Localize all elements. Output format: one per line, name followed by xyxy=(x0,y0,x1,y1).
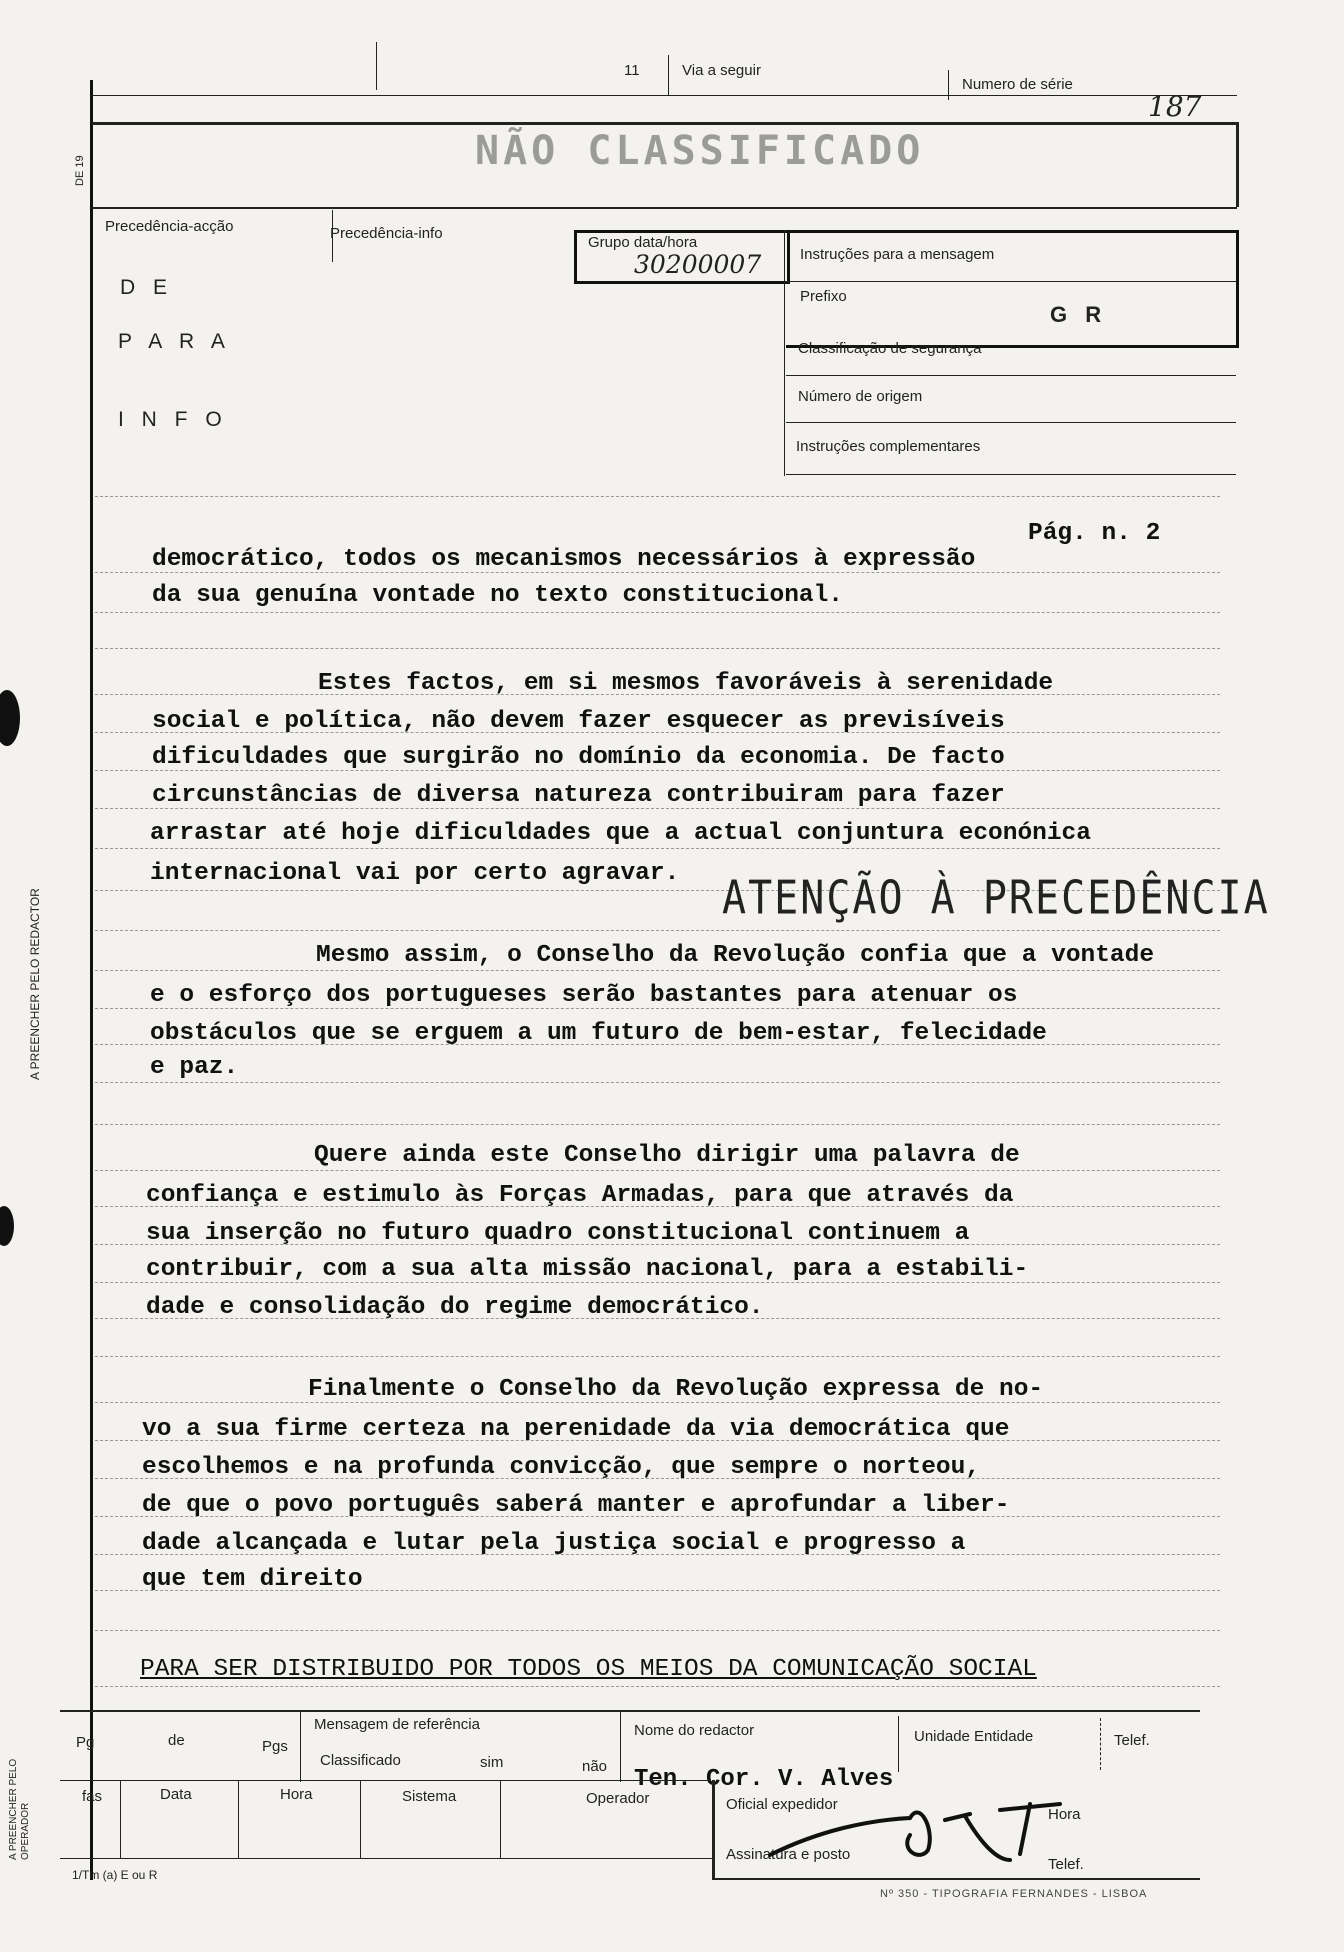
pgs-label: Pgs xyxy=(262,1738,288,1755)
body-line: vo a sua firme certeza na perenidade da via democrática que xyxy=(142,1416,1010,1443)
footer-divider xyxy=(120,1780,121,1858)
body-line: confiança e estimulo às Forças Armadas, para que através da xyxy=(146,1182,1014,1209)
ruled-line xyxy=(95,970,1220,971)
footer-divider xyxy=(238,1780,239,1858)
nao-label: não xyxy=(582,1758,608,1775)
body-line: arrastar até hoje dificuldades que a actual conjuntura econónica xyxy=(150,820,1091,847)
page-number: Pág. n. 2 xyxy=(1028,520,1161,547)
body-line: sua inserção no futuro quadro constitucional continuem a xyxy=(146,1220,970,1247)
side-label-top: DE 19 xyxy=(74,155,86,186)
precedence-stamp: ATENÇÃO À PRECEDÊNCIA xyxy=(722,872,1270,925)
instrucoes-label: Instruções para a mensagem xyxy=(800,246,995,263)
footer-bottom-rule xyxy=(60,1858,712,1859)
body-line: Mesmo assim, o Conselho da Revolução confia que a vontade xyxy=(316,942,1155,969)
ruled-line xyxy=(95,848,1220,849)
sim-label: sim xyxy=(480,1754,504,1771)
serial-label: Numero de série xyxy=(962,76,1073,93)
prefixo-rule xyxy=(786,281,1236,282)
form-code: 1/Tm (a) E ou R xyxy=(72,1868,158,1882)
ruled-line xyxy=(95,612,1220,613)
oficial-label: Oficial expedidor xyxy=(726,1796,838,1813)
precedencia-accao-label: Precedência-acção xyxy=(105,218,234,235)
routing-right-column xyxy=(784,230,785,476)
serial-number: 187 xyxy=(1148,90,1202,123)
body-line: escolhemos e na profunda convicção, que sempre o norteou, xyxy=(142,1454,981,1481)
header-divider xyxy=(376,42,377,90)
side-label-redactor: A PREENCHER PELO REDACTOR xyxy=(28,888,42,1080)
body-line: da sua genuína vontade no texto constitucional. xyxy=(152,582,844,609)
operador-label: Operador xyxy=(586,1790,650,1807)
classificacao-label: Classificação de segurança xyxy=(798,340,982,357)
footer-divider xyxy=(300,1712,301,1782)
footer-divider xyxy=(1100,1718,1101,1770)
footer-mid-rule xyxy=(60,1780,710,1781)
body-line: dade alcançada e lutar pela justiça social e progresso a xyxy=(142,1530,966,1557)
de-footer-label: de xyxy=(168,1732,185,1749)
form-frame xyxy=(90,80,1243,1880)
prefixo-value: G R xyxy=(1050,302,1108,327)
ruled-line xyxy=(95,930,1220,931)
mensagem-ref-label: Mensagem de referência xyxy=(314,1716,480,1733)
body-line: e paz. xyxy=(150,1054,239,1081)
nome-redactor-label: Nome do redactor xyxy=(634,1722,755,1739)
banner-right-rule xyxy=(1236,122,1239,207)
numero-origem-label: Número de origem xyxy=(798,388,923,405)
ruled-line xyxy=(95,1082,1220,1083)
ruled-line xyxy=(95,1356,1220,1357)
header-divider xyxy=(668,55,669,95)
telef2-label: Telef. xyxy=(1048,1856,1084,1873)
banner-top-rule xyxy=(92,122,1237,125)
ruled-line xyxy=(95,1686,1220,1687)
origem-rule xyxy=(786,375,1236,376)
footer-bottom-rule xyxy=(712,1878,1200,1880)
body-line: contribuir, com a sua alta missão nacional, para a estabili- xyxy=(146,1256,1029,1283)
signature xyxy=(760,1790,1080,1870)
footer-divider xyxy=(360,1780,361,1858)
footer-top-rule xyxy=(60,1710,1200,1712)
side-label-operador: A PREENCHER PELO OPERADOR xyxy=(8,1758,31,1860)
body-line: Estes factos, em si mesmos favoráveis à serenidade xyxy=(318,670,1054,697)
prefixo-label: Prefixo xyxy=(800,288,847,305)
grupo-value: 30200007 xyxy=(634,250,762,279)
via-label: Via a seguir xyxy=(682,62,761,79)
body-line: que tem direito xyxy=(142,1566,363,1593)
body-line: internacional vai por certo agravar. xyxy=(150,860,680,887)
top-field-fragment: 11 xyxy=(624,62,640,79)
body-line: democrático, todos os mecanismos necessários à expressão xyxy=(152,546,976,573)
instrucoes-compl-label: Instruções complementares xyxy=(796,438,981,455)
footer-divider xyxy=(620,1712,621,1782)
unidade-label: Unidade Entidade xyxy=(914,1728,1034,1745)
redactor-name: Ten. Cor. V. Alves xyxy=(634,1766,894,1793)
body-line: Finalmente o Conselho da Revolução expressa de no- xyxy=(308,1376,1044,1403)
telef-label: Telef. xyxy=(1114,1732,1150,1749)
footer-divider xyxy=(712,1780,715,1880)
body-line: e o esforço dos portugueses serão bastantes para atenuar os xyxy=(150,982,1018,1009)
fas-label: fas xyxy=(82,1788,103,1805)
classification-banner: NÃO CLASSIFICADO xyxy=(475,128,925,174)
ruled-line xyxy=(95,496,1220,497)
para-label: P A R A xyxy=(118,330,231,353)
precedencia-info-label: Precedência-info xyxy=(330,225,443,242)
printer-imprint: Nº 350 - TIPOGRAFIA FERNANDES - LISBOA xyxy=(880,1888,1148,1900)
grupo-label: Grupo data/hora xyxy=(588,234,698,251)
ruled-line xyxy=(95,1170,1220,1171)
distribution-line: PARA SER DISTRIBUIDO POR TODOS OS MEIOS DA COMUNICAÇÃO SOCIAL xyxy=(140,1656,1037,1683)
routing-bottom-rule xyxy=(786,474,1236,475)
body-line: dade e consolidação do regime democrático. xyxy=(146,1294,764,1321)
data-label: Data xyxy=(160,1786,192,1803)
ruled-line xyxy=(95,1630,1220,1631)
hora-label: Hora xyxy=(280,1786,313,1803)
instrucoes-compl-rule xyxy=(786,422,1236,423)
hora2-label: Hora xyxy=(1048,1806,1081,1823)
banner-bottom-rule xyxy=(92,207,1237,209)
body-line: circunstâncias de diversa natureza contribuiram para fazer xyxy=(152,782,1005,809)
ruled-line xyxy=(95,1124,1220,1125)
pg-label: Pg xyxy=(76,1734,95,1751)
sistema-label: Sistema xyxy=(402,1788,457,1805)
footer-divider xyxy=(500,1780,501,1858)
ruled-line xyxy=(95,648,1220,649)
punch-hole-mark xyxy=(0,1206,14,1246)
body-line: dificuldades que surgirão no domínio da economia. De facto xyxy=(152,744,1005,771)
body-line: obstáculos que se erguem a um futuro de bem-estar, felecidade xyxy=(150,1020,1047,1047)
info-label: I N F O xyxy=(118,408,228,431)
body-line: de que o povo português saberá manter e aprofundar a liber- xyxy=(142,1492,1010,1519)
de-label: D E xyxy=(120,276,174,299)
classificado-label: Classificado xyxy=(320,1752,401,1769)
assinatura-label: Assinatura e posto xyxy=(726,1846,851,1863)
punch-hole-mark xyxy=(0,690,20,746)
header-rule xyxy=(92,95,1237,96)
footer-divider xyxy=(898,1716,899,1772)
body-line: social e política, não devem fazer esquecer as previsíveis xyxy=(152,708,1005,735)
body-line: Quere ainda este Conselho dirigir uma palavra de xyxy=(314,1142,1020,1169)
